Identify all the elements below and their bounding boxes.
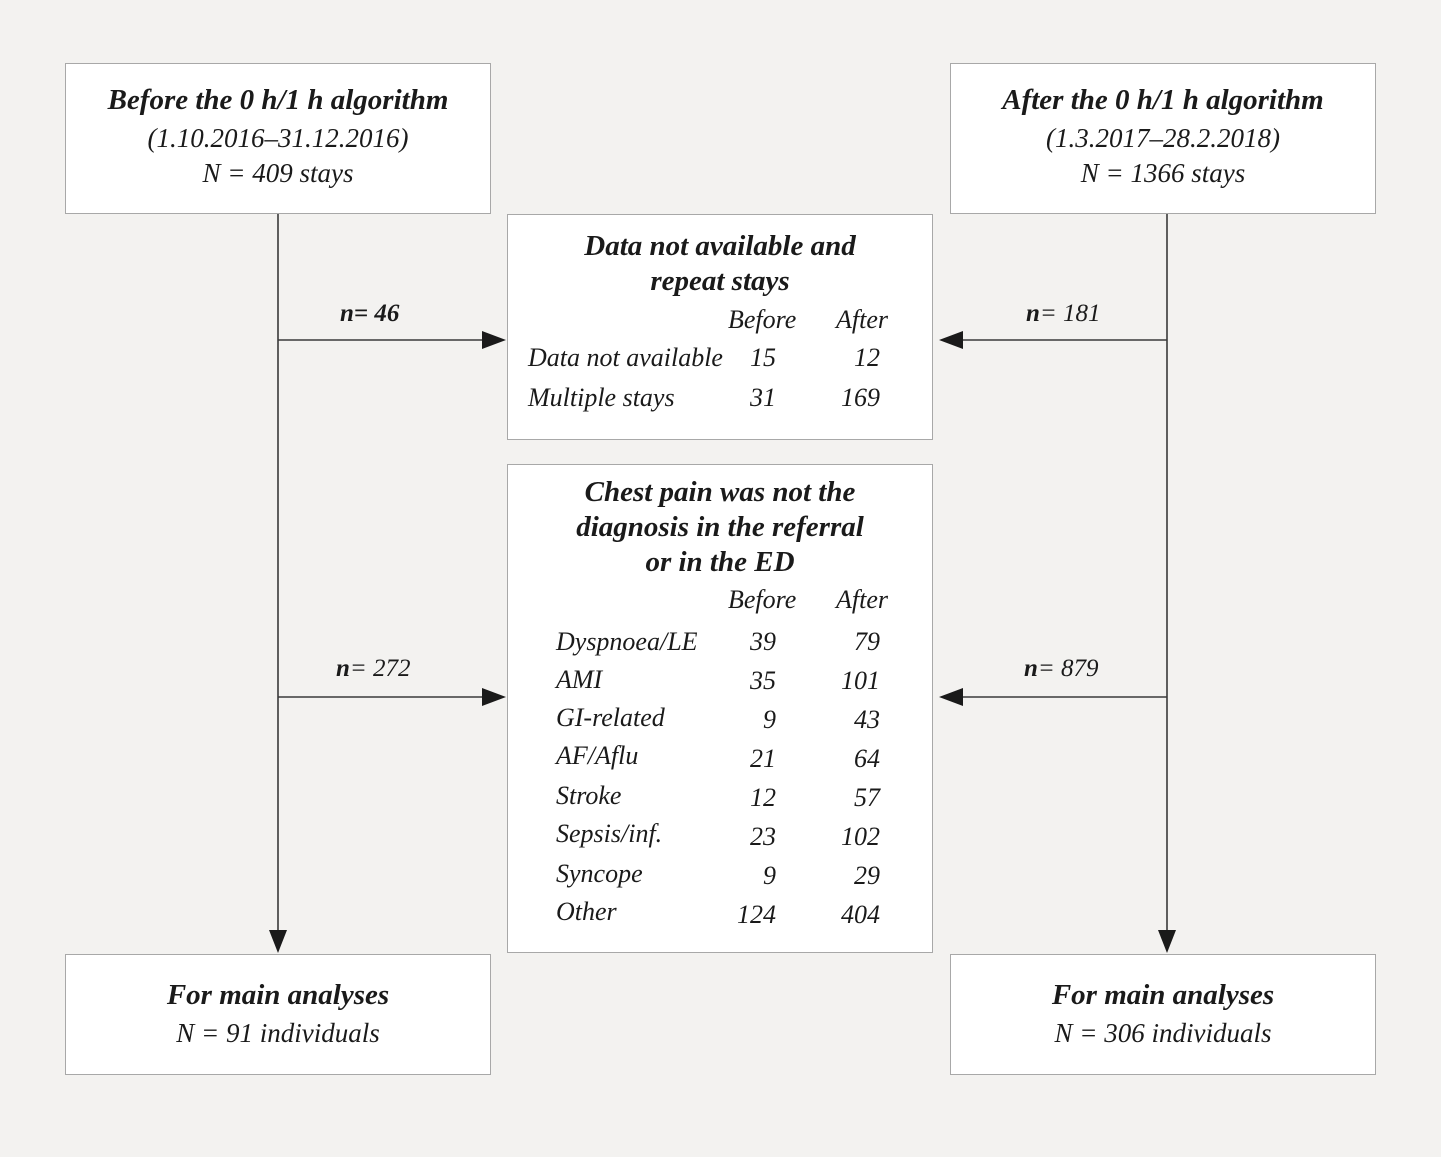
exclusion-1-title-line-1: Data not available and <box>584 230 856 262</box>
exclusion-2-row-after: 57 <box>854 783 880 812</box>
exclusion-2-row-after: 64 <box>854 744 880 773</box>
after-box-count: N = 1366 stays <box>1080 158 1246 188</box>
arrow-label-value: = 181 <box>1039 300 1101 327</box>
result-after-title: For main analyses <box>1051 979 1275 1011</box>
arrow-label-before-1 <box>340 300 399 328</box>
result-before-title: For main analyses <box>166 979 390 1011</box>
arrow-label-before-2 <box>336 655 411 683</box>
left-arrowhead-icon <box>939 331 963 349</box>
exclusion-1-row-label: Data not available <box>528 343 723 372</box>
before-algorithm-box <box>65 63 491 214</box>
exclusion-2-row-label: Syncope <box>556 859 643 888</box>
before-box-count: N = 409 stays <box>202 158 354 188</box>
after-algorithm-box <box>950 63 1376 214</box>
arrow-label-value: = 879 <box>1037 655 1099 682</box>
left-arrowhead-icon <box>939 688 963 706</box>
exclusion-2-row-before: 23 <box>750 822 776 851</box>
exclusion-1-row-after: 169 <box>841 383 880 412</box>
before-box-period: (1.10.2016–31.12.2016) <box>147 123 409 153</box>
exclusion-2-row-before: 21 <box>750 744 776 773</box>
exclusion-2-col-before: Before <box>728 585 797 614</box>
exclusion-2-row-after: 29 <box>854 861 880 890</box>
exclusion-2-row-before: 124 <box>737 900 776 929</box>
result-before-box <box>65 954 491 1075</box>
exclusion-box-chest-pain-not-diagnosis <box>507 464 933 953</box>
n-symbol: n <box>340 300 354 327</box>
right-down-arrowhead-icon <box>1158 930 1176 953</box>
exclusion-2-row-label: GI-related <box>556 703 665 732</box>
exclusion-1-row-before: 31 <box>750 383 776 412</box>
right-arrowhead-icon <box>482 331 506 349</box>
after-box-period: (1.3.2017–28.2.2018) <box>1046 123 1280 153</box>
after-box-title: After the 0 h/1 h algorithm <box>1002 84 1324 116</box>
exclusion-1-col-before: Before <box>728 305 797 334</box>
exclusion-2-row-before: 39 <box>750 627 776 656</box>
arrow-label-value: = 272 <box>349 655 411 682</box>
exclusion-2-row-label: Sepsis/inf. <box>556 819 663 848</box>
exclusion-2-row-label: AMI <box>556 665 603 694</box>
exclusion-box-data-not-available <box>507 214 933 440</box>
exclusion-2-row-before: 12 <box>750 783 776 812</box>
exclusion-2-row-before: 9 <box>763 861 776 890</box>
exclusion-2-row-label: Stroke <box>556 781 622 810</box>
exclusion-2-title-line-3: or in the ED <box>645 546 795 578</box>
arrow-label-after-1 <box>1026 300 1101 328</box>
exclusion-1-row-before: 15 <box>750 343 776 372</box>
exclusion-1-row-label: Multiple stays <box>528 383 675 412</box>
exclusion-1-col-after: After <box>836 305 888 334</box>
n-symbol: n <box>1026 300 1040 327</box>
exclusion-2-title-line-1: Chest pain was not the <box>584 476 856 508</box>
before-box-title: Before the 0 h/1 h algorithm <box>107 84 449 116</box>
n-symbol: n <box>1024 655 1038 682</box>
exclusion-2-row-before: 35 <box>750 666 776 695</box>
arrow-label-after-2 <box>1024 655 1099 683</box>
exclusion-2-row-label: Dyspnoea/LE <box>556 627 698 656</box>
right-arrowhead-icon <box>482 688 506 706</box>
exclusion-2-row-before: 9 <box>763 705 776 734</box>
exclusion-2-row-after: 404 <box>841 900 880 929</box>
exclusion-1-row-after: 12 <box>854 343 880 372</box>
exclusion-2-row-label: AF/Aflu <box>556 741 639 770</box>
exclusion-2-row-after: 79 <box>854 627 880 656</box>
arrow-label-value: = 46 <box>353 300 400 327</box>
exclusion-2-row-after: 43 <box>854 705 880 734</box>
exclusion-2-row-after: 102 <box>841 822 880 851</box>
exclusion-2-col-after: After <box>836 585 888 614</box>
result-before-count: N = 91 individuals <box>176 1018 380 1048</box>
exclusion-2-title-line-2: diagnosis in the referral <box>576 511 864 543</box>
n-symbol: n <box>336 655 350 682</box>
result-after-count: N = 306 individuals <box>1054 1018 1272 1048</box>
exclusion-1-title-line-2: repeat stays <box>650 265 790 297</box>
exclusion-2-row-label: Other <box>556 897 617 926</box>
exclusion-2-row-after: 101 <box>841 666 880 695</box>
left-down-arrowhead-icon <box>269 930 287 953</box>
result-after-box <box>950 954 1376 1075</box>
